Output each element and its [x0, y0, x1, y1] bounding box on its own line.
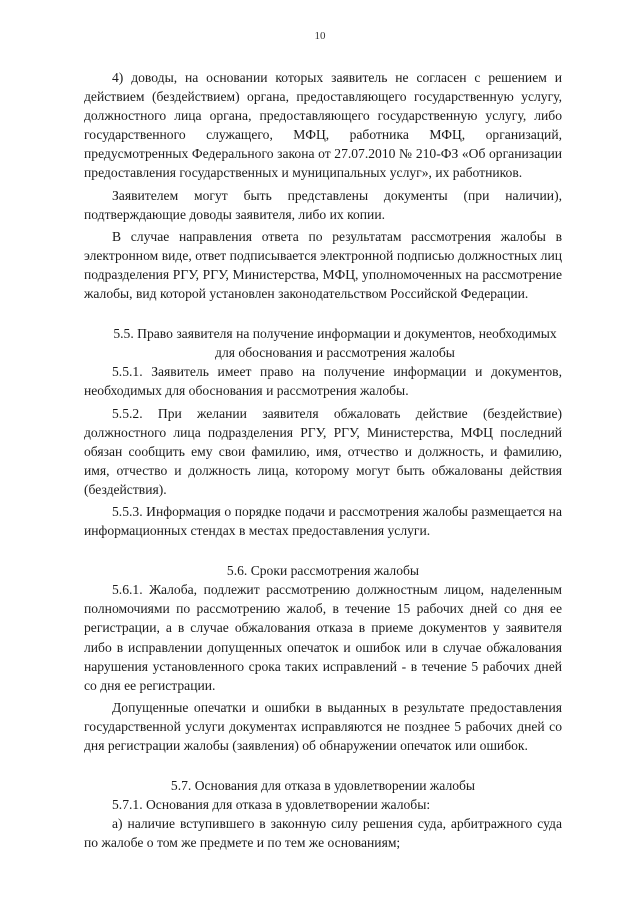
document-body	[84, 68, 562, 852]
paragraph-5-5-2: 5.5.2. При желании заявителя обжаловать действие (бездействие) должностного лица подразделения РГУ, РГУ, Министерства, МФЦ последний обязан сообщить ему свои фамилию, имя, отчество и должность, и фамилию, имя, отчество и должность лица, которому могут быть обжалованы действия (бездействия).	[84, 405, 562, 497]
paragraph-5-5-1: 5.5.1. Заявитель имеет право на получение информации и документов, необходимых для обоснования и рассмотрения жалобы.	[84, 364, 562, 399]
section-heading-5-5: 5.5. Право заявителя на получение информации и документов, необходимых для обоснования и рассмотрения жалобы	[113, 326, 557, 361]
paragraph-5-7-1-a: а) наличие вступившего в законную силу решения суда, арбитражного суда по жалобе о том же предмете и по тем же основаниям;	[84, 816, 562, 851]
paragraph-electronic-response: В случае направления ответа по результатам рассмотрения жалобы в электронном виде, ответ подписывается электронной подписью должностных лиц подразделения РГУ, РГУ, Министерства, МФЦ, уполномоченных на рассмотрение жалобы, вид которой установлен законодательством Российской Федерации.	[84, 228, 562, 302]
paragraph-typos-correction: Допущенные опечатки и ошибки в выданных в результате предоставления государственной услуги документах исправляются не позднее 5 рабочих дней со дня регистрации жалобы (заявления) об обнаружении опечаток или ошибок.	[84, 699, 562, 753]
paragraph-supporting-documents: Заявителем могут быть представлены документы (при наличии), подтверждающие доводы заявителя, либо их копии.	[84, 187, 562, 222]
paragraph-5-6-1: 5.6.1. Жалоба, подлежит рассмотрению должностным лицом, наделенным полномочиями по рассмотрению жалоб, в течение 15 рабочих дней со дня ее регистрации, а в случае обжалования отказа в приеме документов у заявителя либо в исправлении допущенных опечаток и ошибок или в случае обжалования нарушения установленного срока таких исправлений - в течение 5 рабочих дней со дня ее регистрации.	[84, 582, 562, 693]
paragraph-5-5-3: 5.5.3. Информация о порядке подачи и рассмотрения жалобы размещается на информационных стендах в местах предоставления услуги.	[84, 503, 562, 539]
paragraph-grounds-4: 4) доводы, на основании которых заявитель не согласен с решением и действием (бездействием) органа, предоставляющего государственную услугу, должностного лица органа, предоставляющего государственную услугу, либо государственного служащего, МФЦ, работника МФЦ, организаций, предусмотренных Федерального закона от 27.07.2010 № 210-ФЗ «Об организации предоставления государственных и муниципальных услуг», их работников.	[84, 70, 562, 181]
paragraph-5-7-1: 5.7.1. Основания для отказа в удовлетворении жалобы:	[112, 797, 431, 813]
page-number: 10	[314, 30, 326, 42]
section-heading-5-6: 5.6. Сроки рассмотрения жалобы	[226, 563, 420, 579]
section-heading-5-7: 5.7. Основания для отказа в удовлетворении жалобы	[170, 778, 476, 794]
